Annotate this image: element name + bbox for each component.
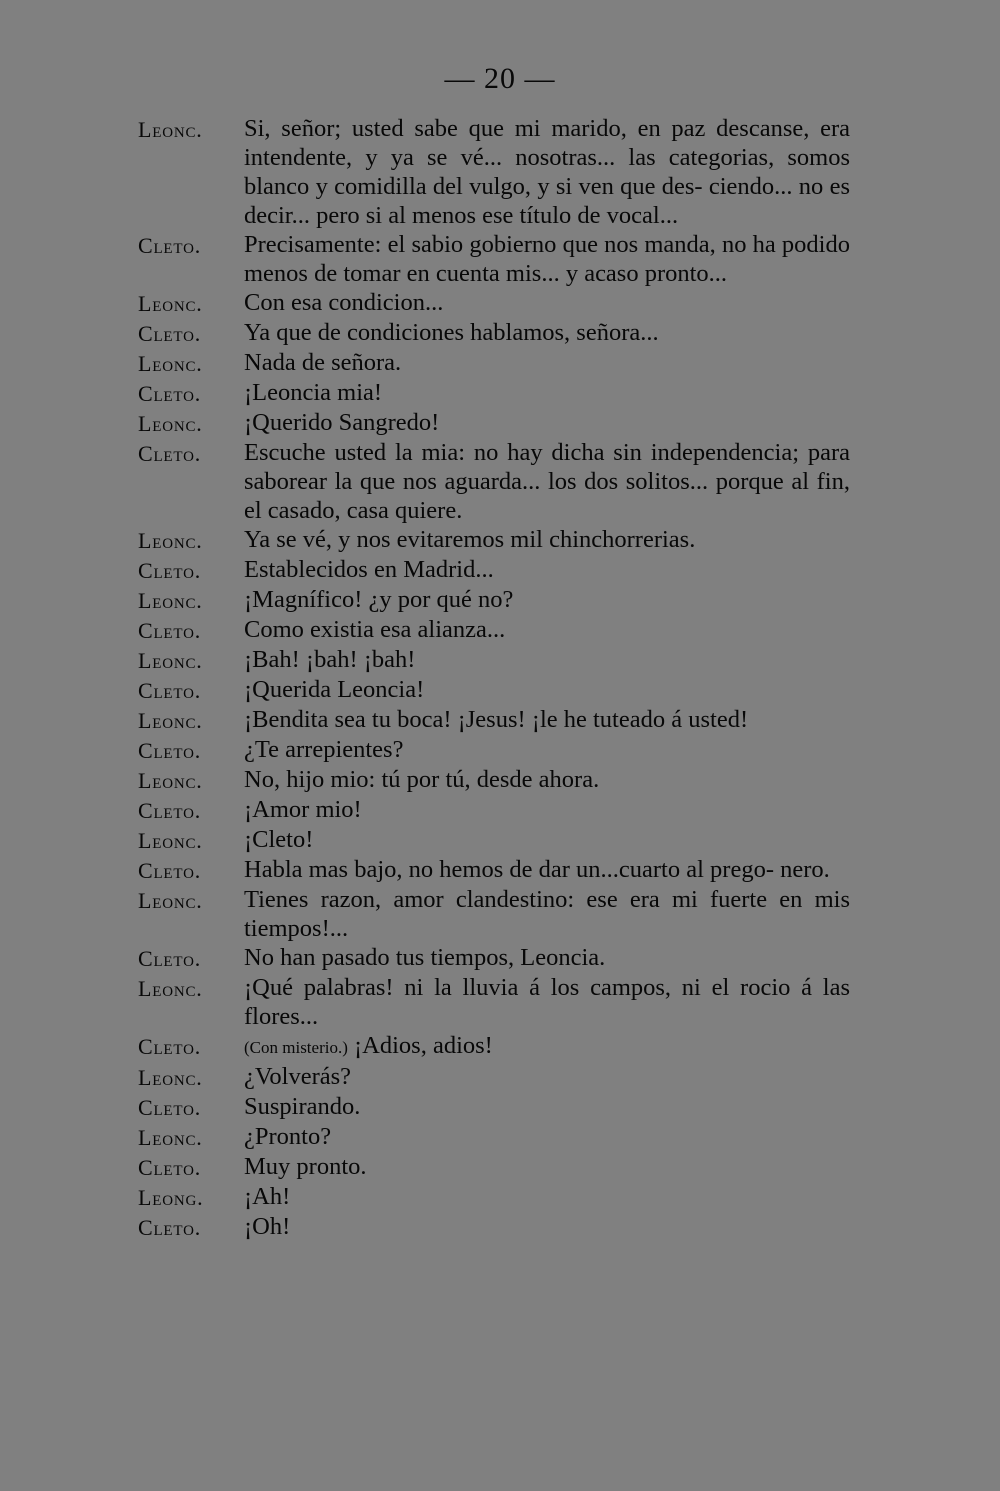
- speech-content: ¡Bendita sea tu boca! ¡Jesus! ¡le he tuteado á usted!: [244, 706, 749, 733]
- dialogue-line: [138, 288, 850, 318]
- dialogue-line: [138, 1092, 850, 1122]
- dialogue-line: [138, 705, 850, 735]
- speech-content: ¡Adios, adios!: [354, 1032, 493, 1059]
- speaker-name: Leonc.: [138, 528, 203, 553]
- speaker-name: Leonc.: [138, 351, 203, 376]
- speaker-name: Cleto.: [138, 1155, 202, 1180]
- speech-content: ¡Oh!: [244, 1213, 291, 1240]
- dialogue-line: [138, 795, 850, 825]
- speech-text: [244, 1212, 850, 1242]
- speech-content: ¡Amor mio!: [244, 796, 362, 823]
- speech-content: ¿Te arrepientes?: [244, 736, 404, 763]
- page-number: — 20 —: [444, 62, 556, 95]
- speaker-name: Leonc.: [138, 291, 203, 316]
- dialogue-line: [138, 114, 850, 230]
- speech-text: [244, 555, 850, 585]
- speech-text: [244, 943, 850, 973]
- dialogue-line: [138, 1031, 850, 1062]
- speaker-name: Leonc.: [138, 708, 203, 733]
- dialogue-line: [138, 735, 850, 765]
- speaker-name: Cleto.: [138, 321, 202, 346]
- speaker-name: Cleto.: [138, 798, 202, 823]
- speaker-name: Leonc.: [138, 588, 203, 613]
- speech-text: [244, 318, 850, 348]
- speech-text: [244, 1062, 850, 1092]
- speech-text: [244, 114, 850, 230]
- speech-content: Escuche usted la mia: no hay dicha sin independencia; para saborear la que nos aguarda... los dos solitos... porque al fin, el casado, casa quiere.: [244, 439, 850, 524]
- speaker-name: Leonc.: [138, 117, 203, 142]
- speech-content: Tienes razon, amor clandestino: ese era mi fuerte en mis tiempos!...: [244, 886, 850, 942]
- speaker-name: Cleto.: [138, 1095, 202, 1120]
- speaker-name: Cleto.: [138, 441, 202, 466]
- dialogue-line: [138, 1212, 850, 1242]
- speech-content: No han pasado tus tiempos, Leoncia.: [244, 944, 606, 971]
- dialogue-line: [138, 1182, 850, 1212]
- speech-content: ¡Qué palabras! ni la lluvia á los campos, ni el rocio á las flores...: [244, 974, 850, 1030]
- stage-direction: (Con misterio.): [244, 1038, 348, 1057]
- speech-text: [244, 288, 850, 318]
- speaker-name: Cleto.: [138, 381, 202, 406]
- dialogue-line: [138, 765, 850, 795]
- speaker-name: Leonc.: [138, 768, 203, 793]
- dialogue-line: [138, 1062, 850, 1092]
- dialogue-block: [138, 114, 850, 1242]
- speech-content: Habla mas bajo, no hemos de dar un...cuarto al prego- nero.: [244, 856, 830, 883]
- dialogue-line: [138, 555, 850, 585]
- dialogue-line: [138, 943, 850, 973]
- speech-content: ¡Cleto!: [244, 826, 314, 853]
- speech-content: ¿Pronto?: [244, 1123, 332, 1150]
- dialogue-line: [138, 615, 850, 645]
- speaker-name: Cleto.: [138, 233, 202, 258]
- speech-content: No, hijo mio: tú por tú, desde ahora.: [244, 766, 600, 793]
- speech-text: [244, 645, 850, 675]
- speech-text: [244, 1031, 850, 1062]
- speaker-name: Leonc.: [138, 1125, 203, 1150]
- dialogue-line: [138, 525, 850, 555]
- dialogue-line: [138, 675, 850, 705]
- speech-text: [244, 795, 850, 825]
- speech-content: ¡Bah! ¡bah! ¡bah!: [244, 646, 416, 673]
- speech-text: [244, 438, 850, 525]
- speech-text: [244, 378, 850, 408]
- dialogue-line: [138, 378, 850, 408]
- speaker-name: Leonc.: [138, 828, 203, 853]
- speech-content: Suspirando.: [244, 1093, 361, 1120]
- speech-text: [244, 230, 850, 288]
- speech-content: Ya se vé, y nos evitaremos mil chinchorrerias.: [244, 526, 696, 553]
- speaker-name: Leonc.: [138, 411, 203, 436]
- speech-content: Nada de señora.: [244, 349, 402, 376]
- speech-text: [244, 765, 850, 795]
- dialogue-line: [138, 825, 850, 855]
- speech-text: [244, 1122, 850, 1152]
- speaker-name: Cleto.: [138, 678, 202, 703]
- dialogue-line: [138, 348, 850, 378]
- speech-content: ¡Querida Leoncia!: [244, 676, 425, 703]
- speech-text: [244, 855, 850, 885]
- dialogue-line: [138, 645, 850, 675]
- speech-text: [244, 408, 850, 438]
- dialogue-line: [138, 438, 850, 525]
- speech-text: [244, 1092, 850, 1122]
- speaker-name: Leonc.: [138, 1065, 203, 1090]
- speech-text: [244, 585, 850, 615]
- speech-content: Ya que de condiciones hablamos, señora...: [244, 319, 659, 346]
- speech-text: [244, 825, 850, 855]
- speech-text: [244, 735, 850, 765]
- speaker-name: Leonc.: [138, 888, 203, 913]
- dialogue-line: [138, 408, 850, 438]
- speaker-name: Cleto.: [138, 858, 202, 883]
- dialogue-line: [138, 585, 850, 615]
- speech-content: ¿Volverás?: [244, 1063, 352, 1090]
- speaker-name: Cleto.: [138, 1034, 202, 1059]
- speech-content: ¡Leoncia mia!: [244, 379, 383, 406]
- speech-content: Precisamente: el sabio gobierno que nos manda, no ha podido menos de tomar en cuenta mis... y acaso pronto...: [244, 231, 850, 287]
- speech-text: [244, 675, 850, 705]
- speaker-name: Cleto.: [138, 618, 202, 643]
- speaker-name: Leonc.: [138, 976, 203, 1001]
- dialogue-line: [138, 1152, 850, 1182]
- speech-text: [244, 525, 850, 555]
- speech-content: Establecidos en Madrid...: [244, 556, 494, 583]
- speech-content: ¡Ah!: [244, 1183, 291, 1210]
- speech-content: Con esa condicion...: [244, 289, 444, 316]
- dialogue-line: [138, 855, 850, 885]
- speaker-name: Cleto.: [138, 946, 202, 971]
- dialogue-line: [138, 973, 850, 1031]
- dialogue-line: [138, 318, 850, 348]
- speaker-name: Cleto.: [138, 738, 202, 763]
- speech-text: [244, 1152, 850, 1182]
- speech-text: [244, 973, 850, 1031]
- speech-text: [244, 705, 850, 735]
- speech-content: ¡Magnífico! ¿y por qué no?: [244, 586, 514, 613]
- dialogue-line: [138, 230, 850, 288]
- speech-content: Si, señor; usted sabe que mi marido, en paz descanse, era intendente, y ya se vé... nosotras... las categorias, somos blanco y comidilla del vulgo, y si ven que des- ciendo... no es decir... pero si al menos ese título de vocal...: [244, 115, 850, 229]
- speaker-name: Leong.: [138, 1185, 204, 1210]
- dialogue-line: [138, 885, 850, 943]
- speaker-name: Leonc.: [138, 648, 203, 673]
- speech-text: [244, 348, 850, 378]
- dialogue-line: [138, 1122, 850, 1152]
- speech-text: [244, 885, 850, 943]
- speech-content: Como existia esa alianza...: [244, 616, 506, 643]
- speaker-name: Cleto.: [138, 558, 202, 583]
- speech-text: [244, 615, 850, 645]
- speech-content: Muy pronto.: [244, 1153, 367, 1180]
- speech-text: [244, 1182, 850, 1212]
- speaker-name: Cleto.: [138, 1215, 202, 1240]
- speech-content: ¡Querido Sangredo!: [244, 409, 440, 436]
